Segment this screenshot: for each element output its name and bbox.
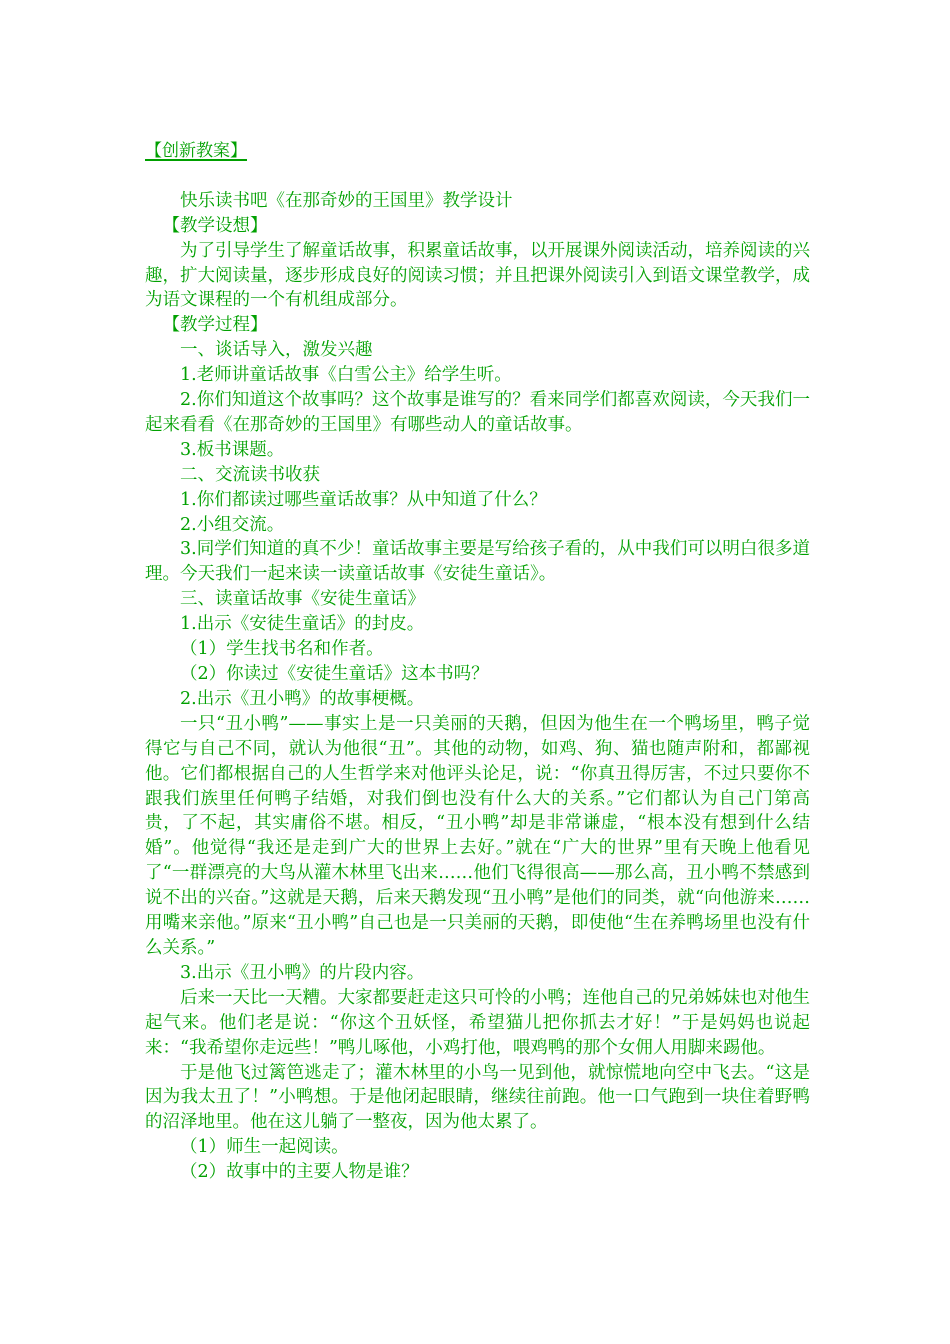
document-body bbox=[145, 139, 810, 1185]
part1-item-2: 2.你们知道这个故事吗？这个故事是谁写的？看来同学们都喜欢阅读，今天我们一起来看看《在那奇妙的王国里》有哪些动人的童话故事。 bbox=[145, 390, 810, 435]
innovation-lesson-heading[interactable]: 【创新教案】 bbox=[145, 141, 247, 161]
part3-item-1-sub-1: （1）学生找书名和作者。 bbox=[180, 639, 384, 660]
part1-title: 一、谈话导入，激发兴趣 bbox=[180, 340, 373, 361]
part3-item-3: 3.出示《丑小鸭》的片段内容。 bbox=[180, 962, 425, 983]
part3-item-1-sub-2: （2）你读过《安徒生童话》这本书吗？ bbox=[180, 664, 489, 685]
part2-item-2: 2.小组交流。 bbox=[180, 514, 285, 535]
part3-item-2: 2.出示《丑小鸭》的故事梗概。 bbox=[180, 688, 425, 709]
part2-item-1: 1.你们都读过哪些童话故事？从中知道了什么？ bbox=[180, 489, 547, 510]
part1-item-3: 3.板书课题。 bbox=[180, 439, 285, 460]
part3-item-3-sub-2: （2）故事中的主要人物是谁？ bbox=[180, 1162, 419, 1183]
story-summary-paragraph: 一只“丑小鸭”——事实上是一只美丽的天鹅，但因为他生在一个鸭场里，鸭子觉得它与自己不同，就认为他很“丑”。其他的动物，如鸡、狗、猫也随声附和，都鄙视他。它们都根据自己的人生哲学来对他评头论足，说：“你真丑得厉害，不过只要你不跟我们族里任何鸭子结婚，对我们倒也没有什么大的关系。”它们都认为自己门第高贵，了不起，其实庸俗不堪。相反，“丑小鸭”却是非常谦虚，“根本没有想到什么结婚”。他觉得“我还是走到广大的世界上去好。”就在“广大的世界”里有天晚上他看见了“一群漂亮的大鸟从灌木林里飞出来……他们飞得很高——那么高，丑小鸭不禁感到说不出的兴奋。”这就是天鹅，后来天鹅发现“丑小鸭”是他们的同类，就“向他游来……用嘴来亲他。”原来“丑小鸭”自己也是一只美丽的天鹅，即使他“生在养鸭场里也没有什么关系。” bbox=[145, 713, 810, 958]
part3-item-1: 1.出示《安徒生童话》的封皮。 bbox=[180, 614, 425, 635]
part2-item-3: 3.同学们知道的真不少！童话故事主要是写给孩子看的，从中我们可以明白很多道理。今天我们一起来读一读童话故事《安徒生童话》。 bbox=[145, 539, 810, 585]
part3-title: 三、读童话故事《安徒生童话》 bbox=[180, 589, 425, 610]
story-excerpt-paragraph-1: 后来一天比一天糟。大家都要赶走这只可怜的小鸭；连他自己的兄弟姊妹也对他生起气来。他们老是说：“你这个丑妖怪，希望猫儿把你抓去才好！”于是妈妈也说起来：“我希望你走远些！”鸭儿啄他，小鸡打他，喂鸡鸭的那个女佣人用脚来踢他。 bbox=[145, 987, 810, 1058]
story-excerpt-paragraph-2: 于是他飞过篱笆逃走了；灌木林里的小鸟一见到他，就惊慌地向空中飞去。“这是因为我太丑了！”小鸭想。于是他闭起眼睛，继续往前跑。他一口气跑到一块住着野鸭的沼泽地里。他在这儿躺了一整夜，因为他太累了。 bbox=[145, 1062, 810, 1133]
section-heading-design: 【教学设想】 bbox=[162, 215, 268, 236]
design-paragraph: 为了引导学生了解童话故事，积累童话故事，以开展课外阅读活动，培养阅读的兴趣，扩大阅读量，逐步形成良好的阅读习惯；并且把课外阅读引入到语文课堂教学，成为语文课程的一个有机组成部分。 bbox=[145, 240, 810, 311]
part1-item-1: 1.老师讲童话故事《白雪公主》给学生听。 bbox=[180, 365, 512, 386]
part3-item-3-sub-1: （1）师生一起阅读。 bbox=[180, 1137, 349, 1158]
section-heading-process: 【教学过程】 bbox=[162, 315, 268, 336]
blank-line bbox=[145, 164, 810, 189]
part2-title: 二、交流读书收获 bbox=[180, 464, 320, 485]
lesson-title: 快乐读书吧《在那奇妙的王国里》教学设计 bbox=[180, 190, 513, 211]
